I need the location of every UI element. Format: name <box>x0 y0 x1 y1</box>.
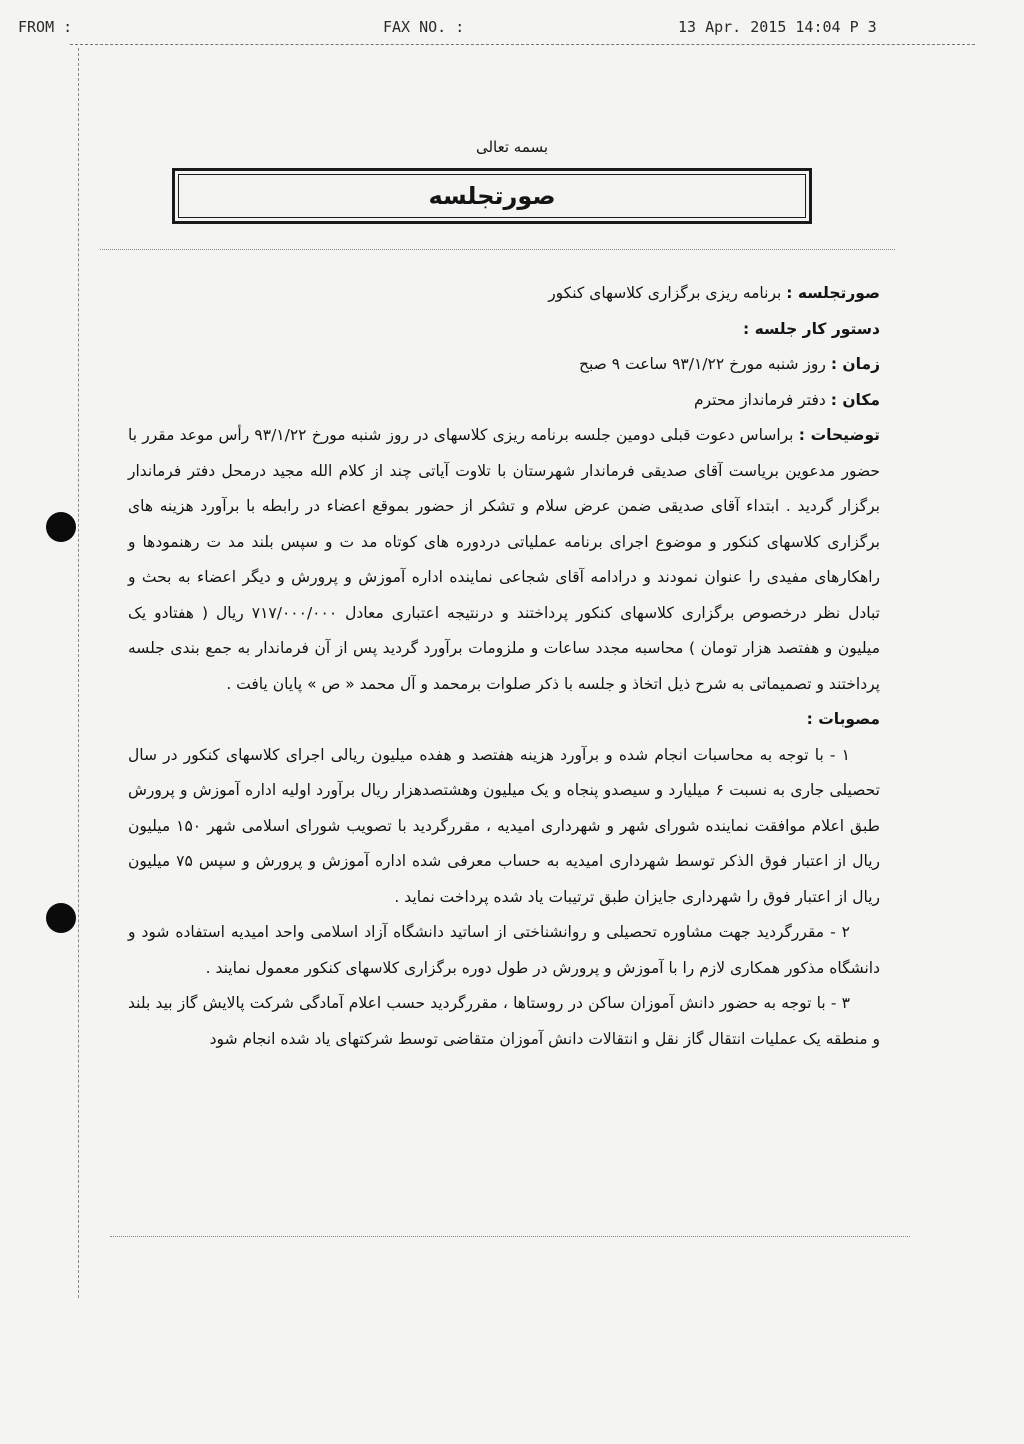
resolution-item <box>128 738 880 916</box>
place-text: دفتر فرمانداز محترم <box>694 390 826 409</box>
fax-number: FAX NO. : <box>383 18 465 36</box>
fax-header <box>0 14 1024 40</box>
time-label: زمان : <box>830 355 880 373</box>
top-divider <box>70 44 975 45</box>
title-box <box>172 168 812 224</box>
agenda-label: دستور کار جلسه : <box>743 319 880 338</box>
document-heading: بسمه تعالی <box>475 138 549 156</box>
description-paragraph <box>128 418 880 702</box>
resolution-text: ۲ - مقررگردید جهت مشاوره تحصیلی و روانشناختی از اساتید دانشگاه آزاد اسلامی واحد امیدیه استفاده شود و دانشگاه مذکور همکاری لازم را با آموزش و پرورش در طول دوره برگزاری کلاسهای کنکور معمول نمایند . <box>128 923 880 977</box>
subject-text: برنامه ریزی برگزاری کلاسهای کنکور <box>548 284 782 302</box>
bottom-divider <box>110 1236 910 1237</box>
subject-line <box>128 276 880 312</box>
fax-from: FROM : <box>18 18 73 36</box>
left-margin-line <box>78 48 79 1298</box>
resolution-text: ۳ - با توجه به حضور دانش آموزان ساکن در روستاها ، مقررگردید حسب اعلام آمادگی شرکت پالایش گاز بید بلند و منطقه یک عملیات انتقال گاز نقل و انتقالات دانش آموزان متقاضی توسط شرکتهای یاد شده انجام شود <box>128 994 880 1048</box>
document-title: صورتجلسه <box>178 174 806 218</box>
place-label: مکان : <box>830 390 880 409</box>
resolution-item <box>128 915 880 986</box>
resolutions-heading <box>128 702 880 738</box>
subject-label: صورتجلسه : <box>786 284 880 302</box>
time-text: روز شنبه مورخ ۹۳/۱/۲۲ ساعت ۹ صبح <box>578 355 826 373</box>
resolution-text: ۱ - با توجه به محاسبات انجام شده و برآورد هزینه هفتصد و هفده میلیون ریالی اجرای کلاسهای کنکور در سال تحصیلی جاری به نسبت ۶ میلیارد و سیصدو پنجاه و یک میلیون وهشتصدهزار ریال برآورد اولیه اداره آموزش و پرورش طبق اعلام موافقت نماینده شورای شهر و شهرداری امیدیه ، مقررگردید با تصویب شورای اسلامی شهر ۱۵۰ میلیون ریال از اعتبار فوق الذکر توسط شهرداری امیدیه به حساب معرفی شده اداره آموزش و پرورش و سپس ۷۵ میلیون ریال از اعتبار فوق را شهرداری جایزان طبق ترتیبات یاد شده پرداخت نماید . <box>128 745 880 906</box>
fax-date-page: 13 Apr. 2015 14:04 P 3 <box>678 18 877 36</box>
resolution-item <box>128 986 880 1057</box>
description-label: توضیحات : <box>798 426 880 444</box>
punch-hole <box>46 512 76 542</box>
document-body <box>128 276 880 1057</box>
punch-hole <box>46 903 76 933</box>
description-text: براساس دعوت قبلی دومین جلسه برنامه ریزی کلاسهای در روز شنبه مورخ ۹۳/۱/۲۲ رأس موعد مقرر با حضور مدعوین بریاست آقای صدیقی فرماندار شهرستان با تلاوت آیاتی چند از کلام الله مجید درمحل دفتر فرماندار برگزار گردید . ابتداء آقای صدیقی ضمن عرض سلام و تشکر از حضور بموقع اعضاء در رابطه با برآورد هزینه های برگزاری کلاسهای کنکور و موضوع اجرای برنامه عملیاتی دردوره های کوتاه مد ت و سپس بلند مد ت رهنمودها و راهکارهای مفیدی را عنوان نمودند و درادامه آقای شجاعی نماینده اداره آموزش و پرورش و دیگر اعضاء به بحث و تبادل نظر درخصوص برگزاری کلاسهای کنکور پرداختند و درنتیجه اعتباری معادل ۷۱۷/۰۰۰/۰۰۰ ریال ( هفتادو یک میلیون و هفتصد هزار تومان ) محاسبه مجدد ساعات و ملزومات برآورد گردید پس از آن فرماندار به جمع بندی جلسه پرداختند و تصمیماتی به شرح ذیل اتخاذ و جلسه با ذکر صلوات برمحمد و آل محمد « ص » پایان یافت . <box>128 426 880 693</box>
place-line <box>128 383 880 419</box>
header-divider <box>100 249 895 250</box>
agenda-line <box>128 312 880 348</box>
resolutions-label: مصوبات : <box>806 710 880 728</box>
time-line <box>128 347 880 383</box>
